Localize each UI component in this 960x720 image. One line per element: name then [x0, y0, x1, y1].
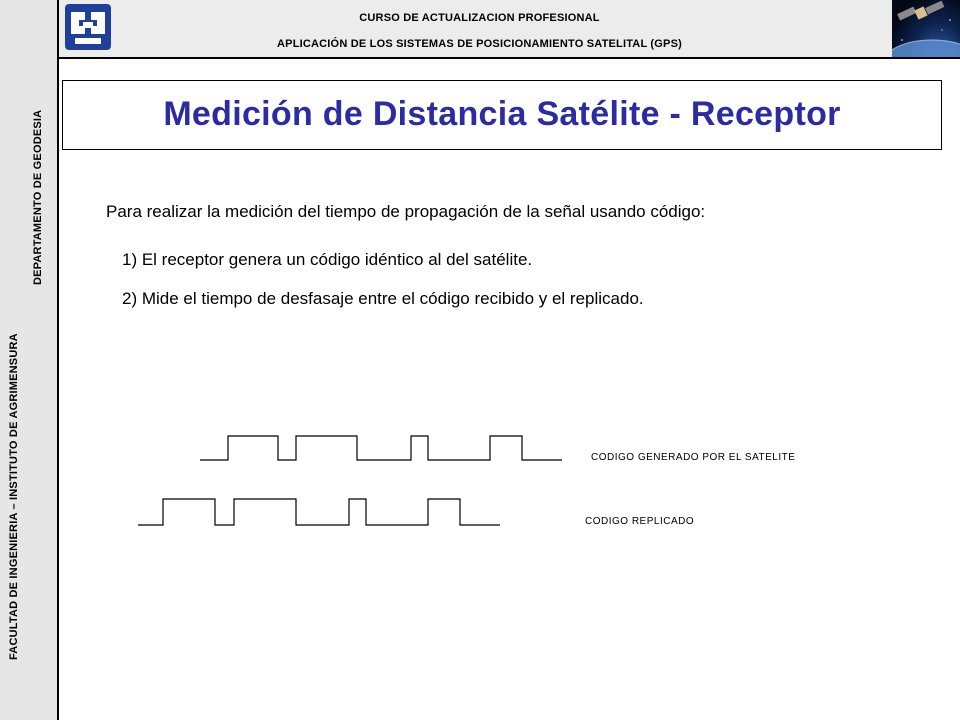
slide-title: Medición de Distancia Satélite - Receptor [163, 95, 841, 133]
generated-code-waveform [200, 436, 562, 460]
generated-code-label: CODIGO GENERADO POR EL SATELITE [591, 452, 796, 463]
faculty-label: FACULTAD DE INGENIERIA – INSTITUTO DE AGRIMENSURA [8, 333, 20, 660]
course-subtitle: APLICACIÓN DE LOS SISTEMAS DE POSICIONAMIENTO SATELITAL (GPS) [277, 38, 682, 50]
replicated-code-label: CODIGO REPLICADO [585, 516, 695, 527]
step-2: 2) Mide el tiempo de desfasaje entre el código recibido y el replicado. [122, 289, 644, 308]
course-title: CURSO DE ACTUALIZACION PROFESIONAL [359, 12, 600, 24]
department-label: DEPARTAMENTO DE GEODESIA [32, 109, 44, 285]
step-1: 1) El receptor genera un código idéntico al del satélite. [122, 250, 533, 269]
replicated-code-waveform [138, 499, 500, 525]
intro-text: Para realizar la medición del tiempo de propagación de la señal usando código: [106, 202, 706, 221]
